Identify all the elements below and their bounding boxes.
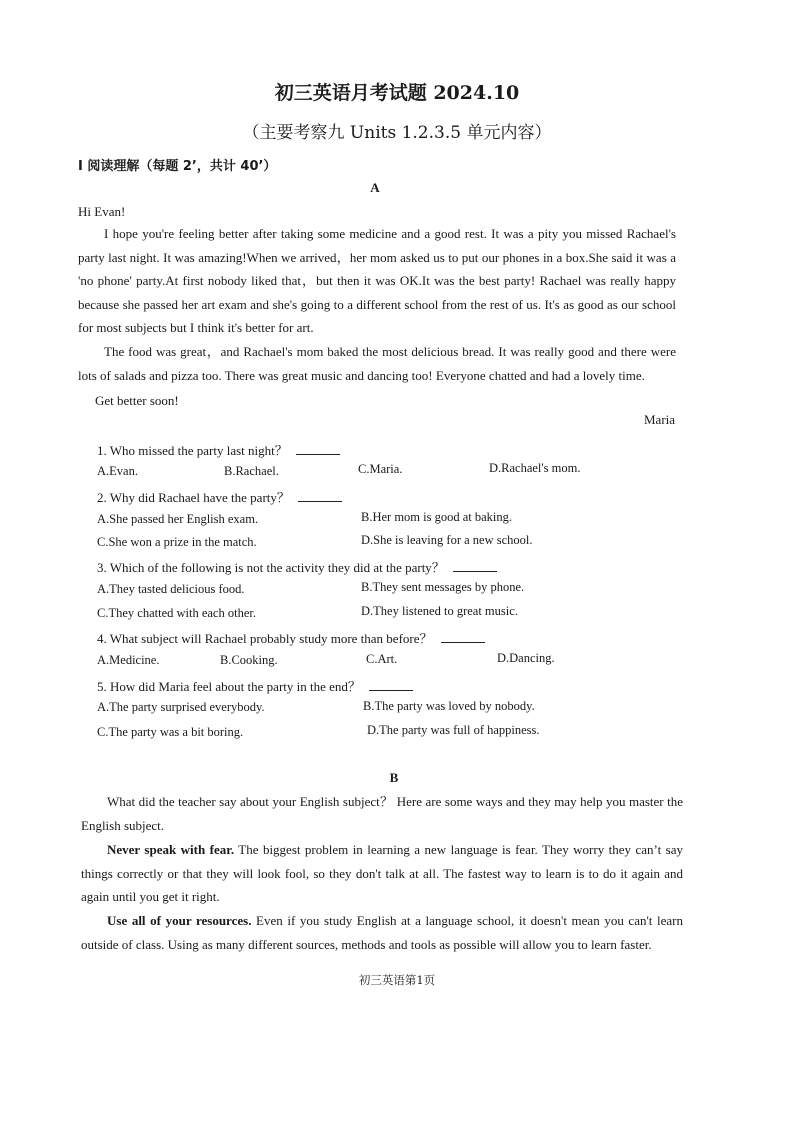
question-5	[97, 676, 413, 695]
question-3	[97, 557, 497, 576]
question-text: 1. Who missed the party last night？	[97, 443, 288, 458]
question-text: 4. What subject will Rachael probably study more than before？	[97, 631, 433, 646]
question-text: 3. Which of the following is not the activity they did at the party？	[97, 560, 445, 575]
option-b: B.They sent messages by phone.	[361, 580, 525, 594]
passage-a-paragraph-1: I hope you're feeling better after taking some medicine and a good rest. It was a pity you missed Rachael's party last night. It was amazing!When we arrived，her mom asked us to put our phones in a box.She said it was a 'no phone' party.At first nobody liked that，but then it was OK.It was the best party! Rachael was really happy because she passed her art exam and she's going to a different school from the rest of us. It's as good as our school for most subjects but I think it's better for art.	[78, 226, 676, 335]
answer-blank[interactable]	[441, 630, 485, 643]
question-4	[97, 628, 485, 647]
option-b: B.Cooking.	[220, 653, 278, 667]
answer-blank[interactable]	[296, 442, 340, 455]
passage-b-paragraph-1	[81, 838, 683, 909]
option-b: B.Her mom is good at baking.	[361, 510, 513, 524]
option-a: A.Evan.	[97, 464, 138, 478]
letter-signature: Maria	[644, 412, 676, 427]
tip-text: The biggest problem in learning a new language is fear. They worry they can’t say things correctly or that they will look fool, so they don't talk at all. The fastest way to learn is to do it again and again until you get it right.	[81, 842, 683, 904]
question-1	[97, 440, 340, 459]
option-d: D.The party was full of happiness.	[367, 723, 540, 737]
answer-blank[interactable]	[298, 489, 342, 502]
option-c: C.She won a prize in the match.	[97, 535, 257, 549]
option-b: B.The party was loved by nobody.	[363, 699, 535, 713]
tip-heading: Use all of your resources.	[107, 913, 252, 928]
answer-blank[interactable]	[453, 559, 497, 572]
option-c: C.They chatted with each other.	[97, 606, 256, 620]
letter-greeting: Hi Evan!	[78, 204, 126, 219]
section-heading: I 阅读理解（每题 2’，共计 40’）	[78, 159, 277, 174]
option-d: D.Dancing.	[497, 651, 555, 665]
answer-blank[interactable]	[369, 678, 413, 691]
option-a: A.They tasted delicious food.	[97, 582, 245, 596]
passage-b-intro: What did the teacher say about your English subject？ Here are some ways and they may help you master the English subject.	[81, 794, 683, 833]
passage-b-label: B	[389, 770, 399, 785]
option-d: D.Rachael's mom.	[489, 461, 581, 475]
option-c: C.The party was a bit boring.	[97, 725, 244, 739]
tip-heading: Never speak with fear.	[107, 842, 235, 857]
option-a: A.Medicine.	[97, 653, 160, 667]
option-d: D.She is leaving for a new school.	[361, 533, 533, 547]
option-d: D.They listened to great music.	[361, 604, 518, 618]
page-footer: 初三英语第1页	[358, 973, 436, 987]
question-text: 2. Why did Rachael have the party？	[97, 490, 290, 505]
page-subtitle: （主要考察九 Units 1.2.3.5 单元内容）	[242, 123, 552, 143]
option-a: A.The party surprised everybody.	[97, 700, 265, 714]
option-b: B.Rachael.	[224, 464, 279, 478]
letter-closing: Get better soon!	[95, 393, 179, 408]
question-text: 5. How did Maria feel about the party in the end？	[97, 679, 361, 694]
page-title: 初三英语月考试题 2024.10	[274, 82, 520, 104]
option-a: A.She passed her English exam.	[97, 512, 259, 526]
tip-text: Even if you study English at a language school, it doesn't mean you can't learn outside of class. Using as many different sources, methods and tools as possible will allow you to learn faster.	[81, 913, 684, 952]
passage-a-label: A	[370, 180, 380, 195]
passage-a-paragraph-2: The food was great，and Rachael's mom baked the most delicious bread. It was really good and there were lots of salads and pizza too. There was great music and dancing too! Everyone chatted and had a lovely time.	[78, 344, 676, 383]
passage-b-paragraph-2	[81, 909, 683, 956]
question-2	[97, 487, 342, 506]
option-c: C.Art.	[366, 652, 398, 666]
option-c: C.Maria.	[358, 462, 403, 476]
